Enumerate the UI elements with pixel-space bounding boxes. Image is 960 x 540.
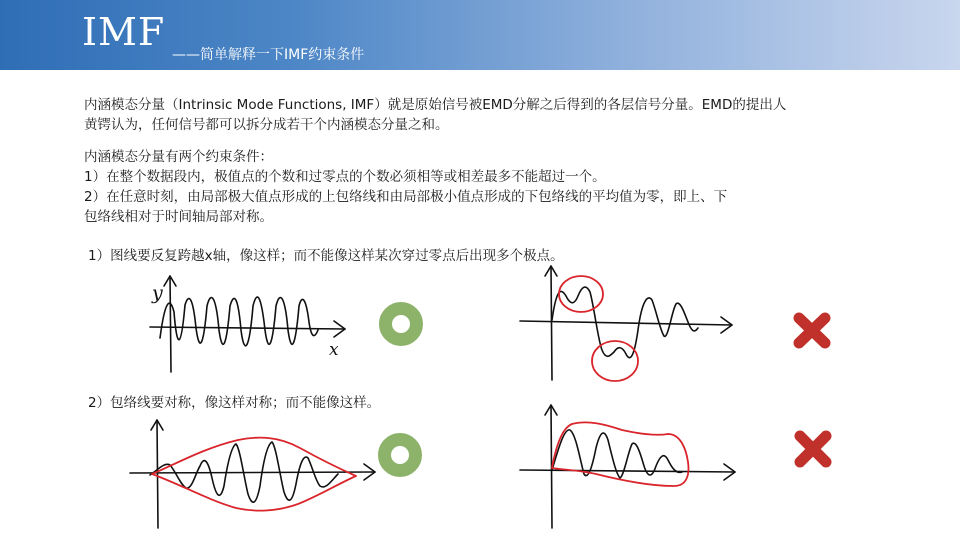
- sketch1-y-axis: [170, 276, 171, 372]
- sketch3-y-axis: [157, 420, 158, 528]
- page-title: IMF: [82, 10, 166, 54]
- sketch-bad-extrema: [520, 266, 732, 380]
- condition-2-line-1: 2）在任意时刻，由局部极大值点形成的上包络线和由局部极小值点形成的下包络线的平均值为零，即上、下: [84, 189, 728, 205]
- condition-1: 1）在整个数据段内，极值点的个数和过零点的个数必须相等或相差最多不能超过一个。: [84, 169, 606, 185]
- intro-line-2: 黄锷认为，任何信号都可以拆分成若干个内涵模态分量之和。: [84, 117, 449, 133]
- highlight-lower-extrema: [592, 341, 638, 381]
- sketch-good-envelope: [130, 420, 375, 528]
- page-subtitle: ——简单解释一下IMF约束条件: [172, 47, 365, 63]
- red-cross-icon: [800, 436, 826, 462]
- example-2-label: 2）包络线要对称，像这样对称；而不能像这样。: [88, 395, 381, 411]
- intro-line-1: 内涵模态分量（Intrinsic Mode Functions, IMF）就是原始信号被EMD分解之后得到的各层信号分量。EMD的提出人: [84, 97, 787, 113]
- sketch-good-crossing: [150, 276, 345, 372]
- sketch3-x-axis: [130, 472, 375, 473]
- conditions-heading: 内涵模态分量有两个约束条件：: [84, 149, 273, 165]
- sketch1-signal: [160, 297, 318, 346]
- green-ring-icon: [386, 309, 417, 340]
- condition-2-line-2: 包络线相对于时间轴局部对称。: [84, 209, 273, 225]
- highlight-circles: [559, 276, 638, 381]
- sketch3-envelope: [152, 438, 356, 511]
- axis-label-y: y: [152, 282, 163, 304]
- red-cross-icon: [799, 318, 825, 343]
- sketch1-x-axis: [150, 327, 345, 329]
- sketch2-y-axis: [551, 266, 552, 380]
- axis-label-x: x: [329, 340, 339, 360]
- sketch-bad-envelope: [520, 405, 735, 528]
- example-1-label: 1）图线要反复跨越x轴，像这样；而不能像这样某次穿过零点后出现多个极点。: [88, 248, 564, 264]
- green-ring-icon: [385, 440, 416, 471]
